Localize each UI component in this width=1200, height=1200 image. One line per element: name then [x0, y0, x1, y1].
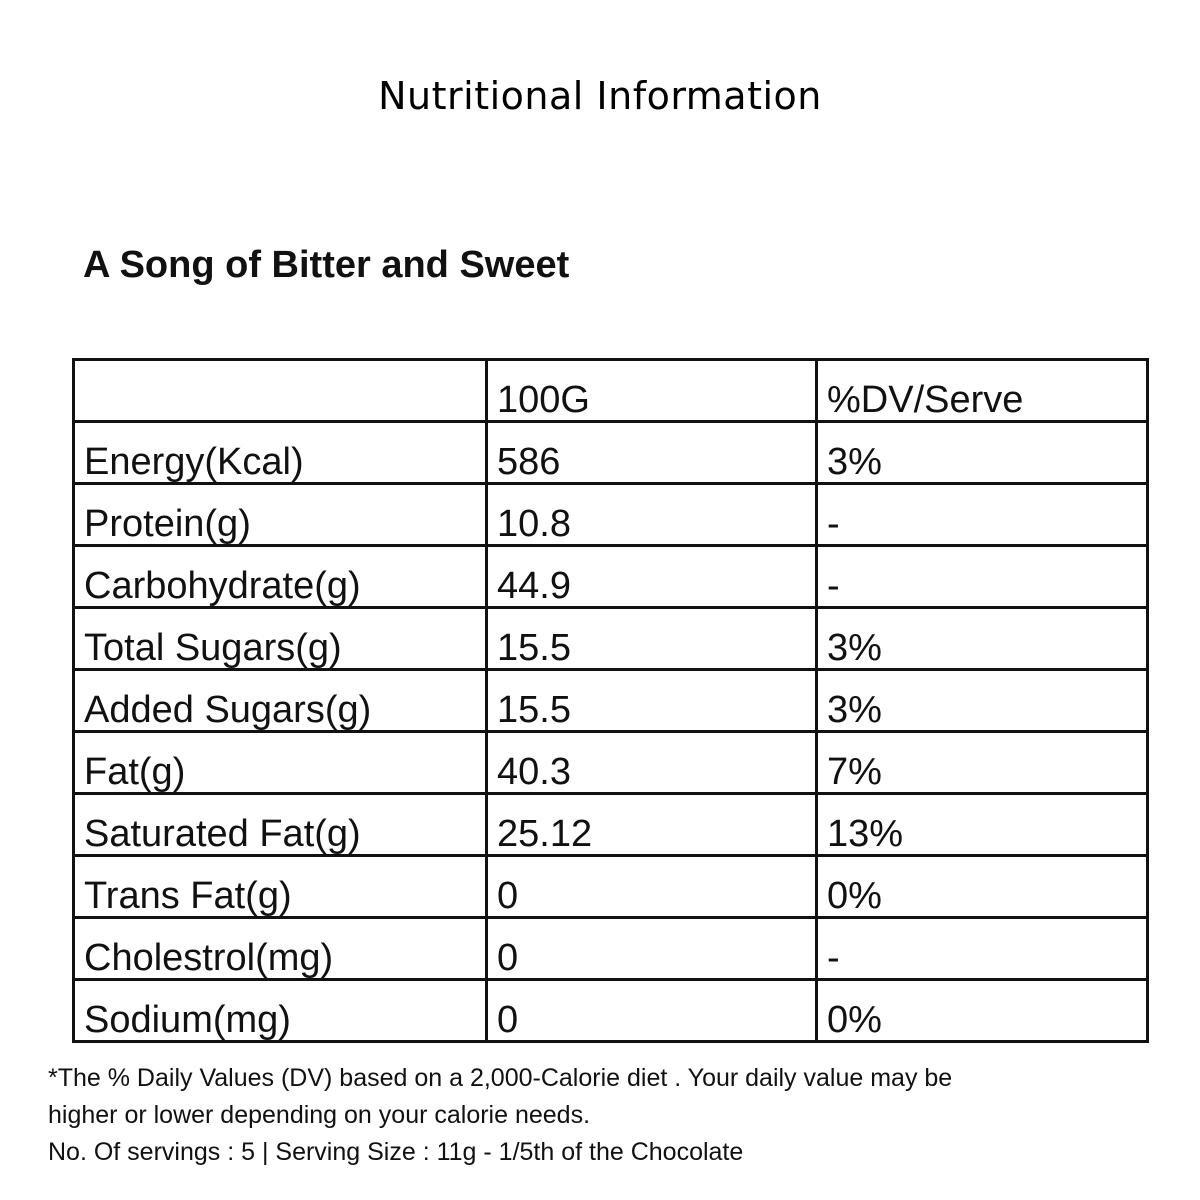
per-100g-cell: 586 [487, 422, 817, 484]
nutrient-cell: Carbohydrate(g) [74, 546, 487, 608]
nutrient-cell: Energy(Kcal) [74, 422, 487, 484]
per-100g-cell: 10.8 [487, 484, 817, 546]
dv-cell: - [817, 484, 1148, 546]
per-100g-cell: 0 [487, 856, 817, 918]
table-row [74, 794, 1148, 856]
per-100g-cell: 15.5 [487, 670, 817, 732]
dv-cell: 3% [817, 670, 1148, 732]
dv-cell: 0% [817, 980, 1148, 1042]
nutrition-table [72, 358, 1149, 1043]
dv-cell: - [817, 918, 1148, 980]
table-row [74, 732, 1148, 794]
dv-cell: 3% [817, 422, 1148, 484]
nutrient-cell: Cholestrol(mg) [74, 918, 487, 980]
nutrient-cell: Saturated Fat(g) [74, 794, 487, 856]
nutrient-cell: Added Sugars(g) [74, 670, 487, 732]
per-100g-cell: 15.5 [487, 608, 817, 670]
per-100g-cell: 0 [487, 918, 817, 980]
table-header-row [74, 360, 1148, 422]
dv-cell: 0% [817, 856, 1148, 918]
footer-notes [48, 1060, 952, 1171]
disclaimer-line-2: higher or lower depending on your calorie needs. [48, 1101, 591, 1129]
table-row [74, 918, 1148, 980]
product-name: A Song of Bitter and Sweet [83, 244, 570, 286]
dv-cell: - [817, 546, 1148, 608]
table-row [74, 980, 1148, 1042]
table-row [74, 856, 1148, 918]
per-100g-cell: 44.9 [487, 546, 817, 608]
dv-cell: 3% [817, 608, 1148, 670]
nutrient-cell: Total Sugars(g) [74, 608, 487, 670]
table-row [74, 484, 1148, 546]
header-cell-nutrient [74, 360, 487, 422]
header-cell-100g: 100G [487, 360, 817, 422]
per-100g-cell: 40.3 [487, 732, 817, 794]
disclaimer-line-1: *The % Daily Values (DV) based on a 2,000-Calorie diet . Your daily value may be [48, 1064, 953, 1092]
table-row [74, 546, 1148, 608]
dv-cell: 13% [817, 794, 1148, 856]
page-title: Nutritional Information [378, 74, 822, 118]
dv-cell: 7% [817, 732, 1148, 794]
nutrient-cell: Protein(g) [74, 484, 487, 546]
servings-info: No. Of servings : 5 | Serving Size : 11g - 1/5th of the Chocolate [48, 1138, 744, 1166]
nutrient-cell: Sodium(mg) [74, 980, 487, 1042]
table-row [74, 670, 1148, 732]
per-100g-cell: 0 [487, 980, 817, 1042]
nutrient-cell: Fat(g) [74, 732, 487, 794]
nutrient-cell: Trans Fat(g) [74, 856, 487, 918]
table-row [74, 608, 1148, 670]
table-row [74, 422, 1148, 484]
header-cell-dv: %DV/Serve [817, 360, 1148, 422]
per-100g-cell: 25.12 [487, 794, 817, 856]
